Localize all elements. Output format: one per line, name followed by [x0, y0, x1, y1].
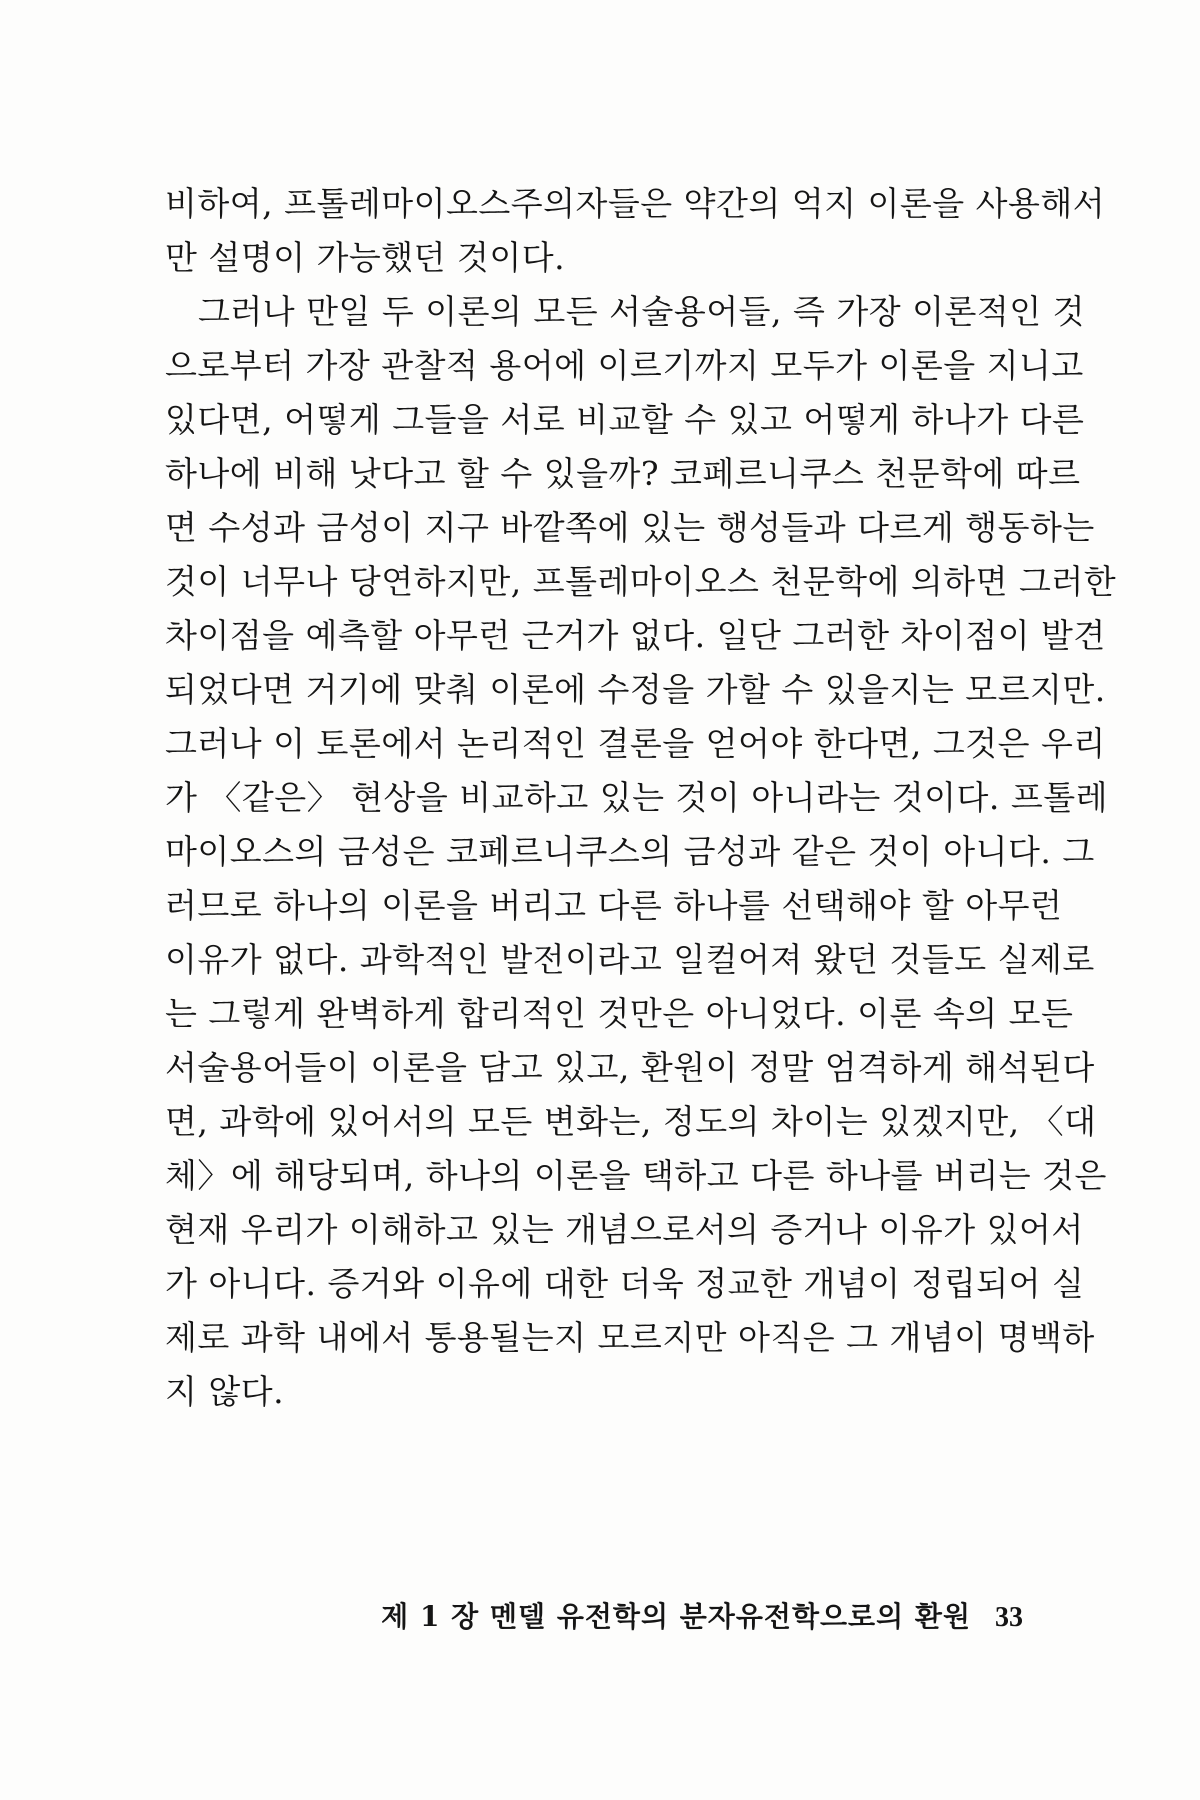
- body-text: [165, 177, 1117, 1419]
- text-line: 만 설명이 가능했던 것이다.: [165, 238, 566, 277]
- text-line: 그러나 이 토론에서 논리적인 결론을 얻어야 한다면, 그것은 우리: [165, 724, 1106, 763]
- paragraph: [165, 285, 1117, 1419]
- text-line: 지 않다.: [165, 1372, 285, 1411]
- text-line: 면, 과학에 있어서의 모든 변화는, 정도의 차이는 있겠지만, 〈대: [165, 1102, 1097, 1141]
- text-line: 그러나 만일 두 이론의 모든 서술용어들, 즉 가장 이론적인 것: [198, 292, 1085, 331]
- text-line: 되었다면 거기에 맞춰 이론에 수정을 가할 수 있을지는 모르지만.: [165, 670, 1106, 709]
- text-line: 가 아니다. 증거와 이유에 대한 더욱 정교한 개념이 정립되어 실: [165, 1264, 1085, 1303]
- text-line: 서술용어들이 이론을 담고 있고, 환원이 정말 엄격하게 해석된다: [165, 1048, 1095, 1087]
- text-line: 면 수성과 금성이 지구 바깥쪽에 있는 행성들과 다르게 행동하는: [165, 508, 1095, 547]
- text-line: 러므로 하나의 이론을 버리고 다른 하나를 선택해야 할 아무런: [165, 886, 1063, 925]
- text-line: 으로부터 가장 관찰적 용어에 이르기까지 모두가 이론을 지니고: [165, 346, 1084, 385]
- text-line: 마이오스의 금성은 코페르니쿠스의 금성과 같은 것이 아니다. 그: [165, 832, 1095, 871]
- text-line: 는 그렇게 완벽하게 합리적인 것만은 아니었다. 이론 속의 모든: [165, 994, 1074, 1033]
- text-line: 비하여, 프톨레마이오스주의자들은 약간의 억지 이론을 사용해서: [165, 184, 1106, 223]
- page-number: 33: [995, 1602, 1023, 1633]
- text-line: 있다면, 어떻게 그들을 서로 비교할 수 있고 어떻게 하나가 다른: [165, 400, 1085, 439]
- text-line: 것이 너무나 당연하지만, 프톨레마이오스 천문학에 의하면 그러한: [165, 562, 1117, 601]
- text-line: 가 〈같은〉 현상을 비교하고 있는 것이 아니라는 것이다. 프톨레: [165, 778, 1108, 817]
- text-line: 차이점을 예측할 아무런 근거가 없다. 일단 그러한 차이점이 발견: [165, 616, 1106, 655]
- text-line: 제로 과학 내에서 통용될는지 모르지만 아직은 그 개념이 명백하: [165, 1318, 1095, 1357]
- text-line: 이유가 없다. 과학적인 발전이라고 일컬어져 왔던 것들도 실제로: [165, 940, 1095, 979]
- running-head: 제 1 장 멘델 유전학의 분자유전학으로의 환원: [381, 1600, 971, 1633]
- paragraph-continued: [165, 177, 1106, 285]
- text-line: 하나에 비해 낫다고 할 수 있을까? 코페르니쿠스 천문학에 따르: [165, 454, 1081, 493]
- text-line: 체〉에 해당되며, 하나의 이론을 택하고 다른 하나를 버리는 것은: [165, 1156, 1107, 1195]
- text-line: 현재 우리가 이해하고 있는 개념으로서의 증거나 이유가 있어서: [165, 1210, 1084, 1249]
- page-footer: [381, 1592, 1023, 1642]
